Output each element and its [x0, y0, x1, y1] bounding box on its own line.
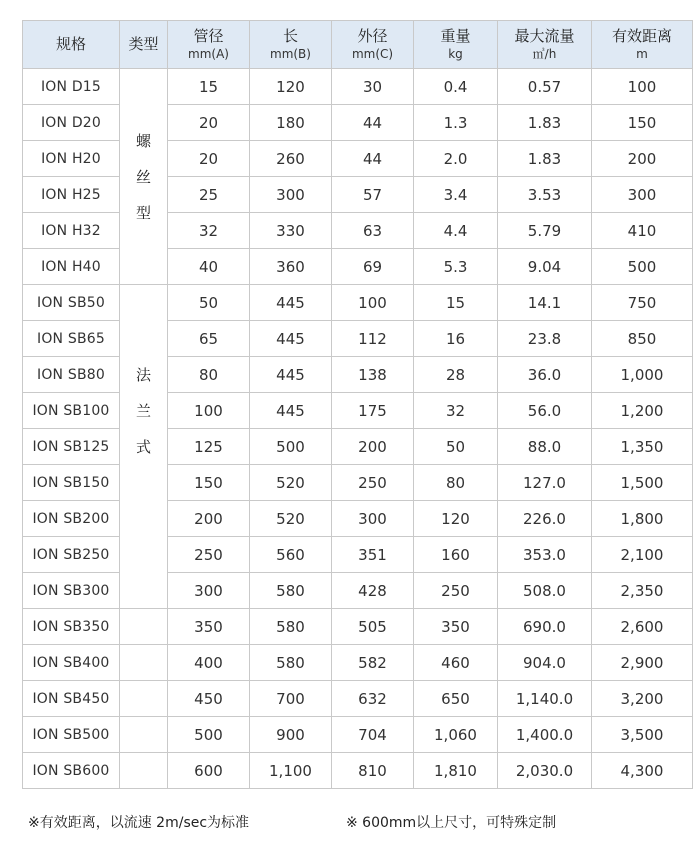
- table-row: [23, 717, 693, 753]
- cell-length: 900: [250, 717, 332, 753]
- cell-outer-diameter: 428: [332, 573, 414, 609]
- cell-model: ION SB450: [23, 681, 120, 717]
- table-row: [23, 609, 693, 645]
- cell-length: 260: [250, 141, 332, 177]
- table-row: [23, 69, 693, 105]
- cell-max-flow: 14.1: [498, 285, 592, 321]
- cell-pipe-diameter: 40: [168, 249, 250, 285]
- cell-length: 445: [250, 393, 332, 429]
- cell-model: ION SB50: [23, 285, 120, 321]
- cell-weight: 1.3: [414, 105, 498, 141]
- cell-model: ION D20: [23, 105, 120, 141]
- cell-weight: 32: [414, 393, 498, 429]
- cell-length: 360: [250, 249, 332, 285]
- cell-weight: 15: [414, 285, 498, 321]
- table-row: [23, 681, 693, 717]
- type-flange-char: 兰: [135, 402, 151, 420]
- cell-length: 500: [250, 429, 332, 465]
- cell-model: ION D15: [23, 69, 120, 105]
- cell-pipe-diameter: 32: [168, 213, 250, 249]
- header-effective-distance: [592, 21, 693, 69]
- header-max-flow-label: 最大流量: [514, 27, 575, 45]
- type-empty: [120, 645, 168, 681]
- cell-model: ION SB65: [23, 321, 120, 357]
- cell-weight: 1,810: [414, 753, 498, 789]
- cell-pipe-diameter: 15: [168, 69, 250, 105]
- cell-pipe-diameter: 65: [168, 321, 250, 357]
- type-empty: [120, 681, 168, 717]
- cell-outer-diameter: 505: [332, 609, 414, 645]
- cell-effective-distance: 200: [592, 141, 693, 177]
- cell-length: 700: [250, 681, 332, 717]
- header-weight: [414, 21, 498, 69]
- cell-length: 445: [250, 321, 332, 357]
- footnotes: [28, 812, 688, 832]
- cell-length: 1,100: [250, 753, 332, 789]
- cell-effective-distance: 2,600: [592, 609, 693, 645]
- cell-effective-distance: 300: [592, 177, 693, 213]
- type-empty: [120, 609, 168, 645]
- cell-max-flow: 226.0: [498, 501, 592, 537]
- header-type: 类型: [120, 21, 168, 69]
- cell-max-flow: 1.83: [498, 141, 592, 177]
- spec-table-container: [22, 20, 692, 789]
- cell-max-flow: 23.8: [498, 321, 592, 357]
- type-flange-char: 式: [135, 438, 151, 456]
- cell-max-flow: 0.57: [498, 69, 592, 105]
- cell-effective-distance: 500: [592, 249, 693, 285]
- cell-outer-diameter: 250: [332, 465, 414, 501]
- cell-model: ION SB125: [23, 429, 120, 465]
- cell-max-flow: 5.79: [498, 213, 592, 249]
- cell-weight: 120: [414, 501, 498, 537]
- cell-pipe-diameter: 125: [168, 429, 250, 465]
- header-max-flow: [498, 21, 592, 69]
- header-pipe-diameter-unit: mm(A): [188, 47, 229, 61]
- cell-model: ION SB250: [23, 537, 120, 573]
- cell-outer-diameter: 200: [332, 429, 414, 465]
- header-weight-label: 重量: [440, 27, 471, 45]
- cell-effective-distance: 1,800: [592, 501, 693, 537]
- cell-pipe-diameter: 50: [168, 285, 250, 321]
- cell-model: ION SB500: [23, 717, 120, 753]
- cell-weight: 5.3: [414, 249, 498, 285]
- cell-pipe-diameter: 25: [168, 177, 250, 213]
- cell-outer-diameter: 300: [332, 501, 414, 537]
- cell-weight: 0.4: [414, 69, 498, 105]
- cell-effective-distance: 750: [592, 285, 693, 321]
- cell-outer-diameter: 44: [332, 141, 414, 177]
- cell-max-flow: 88.0: [498, 429, 592, 465]
- cell-model: ION SB150: [23, 465, 120, 501]
- cell-outer-diameter: 582: [332, 645, 414, 681]
- table-row: [23, 645, 693, 681]
- type-threaded-char: 螺: [135, 131, 151, 150]
- cell-weight: 2.0: [414, 141, 498, 177]
- cell-effective-distance: 1,500: [592, 465, 693, 501]
- cell-effective-distance: 4,300: [592, 753, 693, 789]
- cell-effective-distance: 850: [592, 321, 693, 357]
- cell-max-flow: 2,030.0: [498, 753, 592, 789]
- cell-effective-distance: 2,100: [592, 537, 693, 573]
- cell-max-flow: 1,400.0: [498, 717, 592, 753]
- cell-outer-diameter: 112: [332, 321, 414, 357]
- cell-weight: 50: [414, 429, 498, 465]
- header-max-flow-unit: ㎥/h: [532, 47, 557, 61]
- cell-length: 520: [250, 465, 332, 501]
- header-pipe-diameter: [168, 21, 250, 69]
- cell-model: ION SB100: [23, 393, 120, 429]
- cell-effective-distance: 3,500: [592, 717, 693, 753]
- cell-effective-distance: 1,200: [592, 393, 693, 429]
- cell-pipe-diameter: 450: [168, 681, 250, 717]
- cell-weight: 350: [414, 609, 498, 645]
- type-empty: [120, 717, 168, 753]
- cell-effective-distance: 2,900: [592, 645, 693, 681]
- header-outer-diameter: [332, 21, 414, 69]
- cell-effective-distance: 2,350: [592, 573, 693, 609]
- header-weight-unit: kg: [448, 47, 463, 61]
- cell-max-flow: 56.0: [498, 393, 592, 429]
- cell-outer-diameter: 44: [332, 105, 414, 141]
- cell-model: ION SB400: [23, 645, 120, 681]
- cell-pipe-diameter: 20: [168, 105, 250, 141]
- footnote-effective-distance: ※有效距离，以流速 2m/sec为标准: [28, 815, 250, 831]
- cell-weight: 460: [414, 645, 498, 681]
- cell-pipe-diameter: 20: [168, 141, 250, 177]
- cell-model: ION H25: [23, 177, 120, 213]
- cell-pipe-diameter: 500: [168, 717, 250, 753]
- header-pipe-diameter-label: 管径: [193, 27, 224, 45]
- cell-pipe-diameter: 80: [168, 357, 250, 393]
- type-flange-char: 法: [135, 366, 151, 384]
- cell-length: 180: [250, 105, 332, 141]
- cell-max-flow: 904.0: [498, 645, 592, 681]
- cell-pipe-diameter: 100: [168, 393, 250, 429]
- cell-weight: 4.4: [414, 213, 498, 249]
- cell-model: ION H32: [23, 213, 120, 249]
- cell-model: ION SB80: [23, 357, 120, 393]
- header-length: [250, 21, 332, 69]
- cell-pipe-diameter: 250: [168, 537, 250, 573]
- cell-max-flow: 690.0: [498, 609, 592, 645]
- cell-length: 520: [250, 501, 332, 537]
- cell-effective-distance: 1,000: [592, 357, 693, 393]
- cell-max-flow: 353.0: [498, 537, 592, 573]
- type-flange: [120, 285, 168, 609]
- cell-outer-diameter: 810: [332, 753, 414, 789]
- table-row: [23, 285, 693, 321]
- cell-length: 580: [250, 645, 332, 681]
- cell-outer-diameter: 175: [332, 393, 414, 429]
- cell-pipe-diameter: 600: [168, 753, 250, 789]
- cell-pipe-diameter: 350: [168, 609, 250, 645]
- cell-model: ION SB300: [23, 573, 120, 609]
- type-empty: [120, 753, 168, 789]
- cell-outer-diameter: 57: [332, 177, 414, 213]
- cell-length: 560: [250, 537, 332, 573]
- cell-length: 580: [250, 609, 332, 645]
- cell-weight: 250: [414, 573, 498, 609]
- cell-weight: 1,060: [414, 717, 498, 753]
- cell-outer-diameter: 100: [332, 285, 414, 321]
- table-body: [23, 69, 693, 789]
- cell-model: ION SB350: [23, 609, 120, 645]
- header-length-unit: mm(B): [270, 47, 311, 61]
- cell-weight: 3.4: [414, 177, 498, 213]
- cell-outer-diameter: 704: [332, 717, 414, 753]
- type-threaded: [120, 69, 168, 285]
- header-length-label: 长: [282, 27, 298, 45]
- header-effective-distance-label: 有效距离: [611, 27, 672, 45]
- table-row: [23, 753, 693, 789]
- cell-length: 445: [250, 357, 332, 393]
- cell-effective-distance: 100: [592, 69, 693, 105]
- cell-length: 445: [250, 285, 332, 321]
- cell-weight: 650: [414, 681, 498, 717]
- table-header-row: [23, 21, 693, 69]
- cell-outer-diameter: 351: [332, 537, 414, 573]
- spec-table: [22, 20, 693, 789]
- cell-effective-distance: 150: [592, 105, 693, 141]
- cell-max-flow: 508.0: [498, 573, 592, 609]
- cell-outer-diameter: 30: [332, 69, 414, 105]
- cell-model: ION H40: [23, 249, 120, 285]
- cell-pipe-diameter: 150: [168, 465, 250, 501]
- cell-max-flow: 9.04: [498, 249, 592, 285]
- cell-model: ION H20: [23, 141, 120, 177]
- header-outer-diameter-label: 外径: [357, 27, 388, 45]
- cell-max-flow: 127.0: [498, 465, 592, 501]
- header-model: 规格: [23, 21, 120, 69]
- cell-outer-diameter: 632: [332, 681, 414, 717]
- type-threaded-char: 型: [135, 203, 151, 222]
- cell-weight: 160: [414, 537, 498, 573]
- cell-max-flow: 3.53: [498, 177, 592, 213]
- header-outer-diameter-unit: mm(C): [351, 47, 394, 61]
- cell-model: ION SB600: [23, 753, 120, 789]
- cell-pipe-diameter: 300: [168, 573, 250, 609]
- cell-max-flow: 1.83: [498, 105, 592, 141]
- header-effective-distance-unit: m: [636, 47, 648, 61]
- cell-max-flow: 36.0: [498, 357, 592, 393]
- cell-effective-distance: 3,200: [592, 681, 693, 717]
- cell-length: 580: [250, 573, 332, 609]
- cell-outer-diameter: 69: [332, 249, 414, 285]
- cell-effective-distance: 1,350: [592, 429, 693, 465]
- type-threaded-char: 丝: [135, 167, 151, 186]
- cell-weight: 28: [414, 357, 498, 393]
- cell-length: 120: [250, 69, 332, 105]
- cell-pipe-diameter: 200: [168, 501, 250, 537]
- cell-length: 330: [250, 213, 332, 249]
- cell-pipe-diameter: 400: [168, 645, 250, 681]
- cell-outer-diameter: 63: [332, 213, 414, 249]
- cell-max-flow: 1,140.0: [498, 681, 592, 717]
- cell-weight: 16: [414, 321, 498, 357]
- cell-length: 300: [250, 177, 332, 213]
- cell-effective-distance: 410: [592, 213, 693, 249]
- cell-weight: 80: [414, 465, 498, 501]
- footnote-custom-size: ※ 600mm以上尺寸，可特殊定制: [346, 815, 557, 831]
- cell-model: ION SB200: [23, 501, 120, 537]
- cell-outer-diameter: 138: [332, 357, 414, 393]
